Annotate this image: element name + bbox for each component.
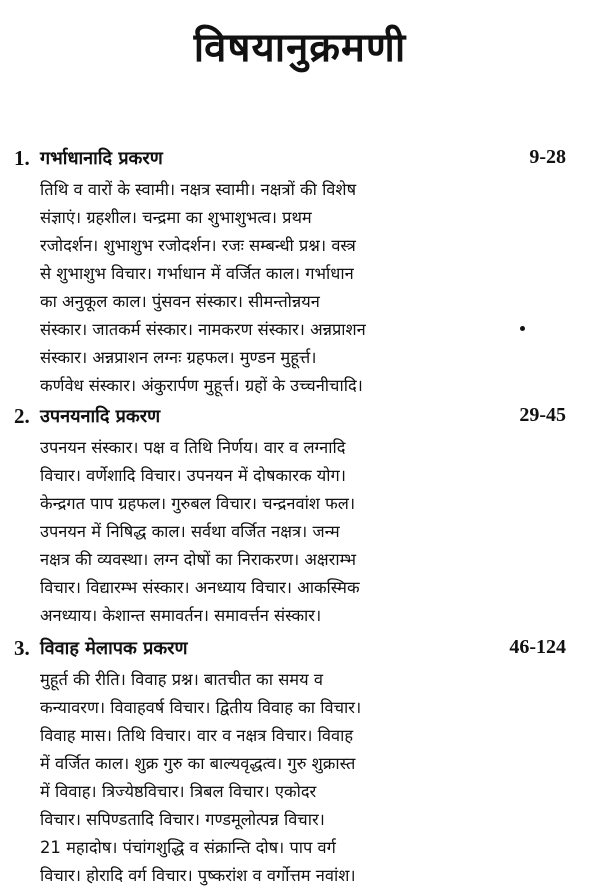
section-title: उपनयनादि प्रकरण [40,406,161,427]
toc-section-3 [0,636,600,890]
section-topics [40,176,570,400]
topic-line: में विवाह। त्रिज्येष्ठविचार। त्रिबल विचार। एकोदर [40,782,317,801]
section-page-range: 9-28 [529,146,566,168]
topic-line: तिथि व वारों के स्वामी। नक्षत्र स्वामी। नक्षत्रों की विशेष [40,180,357,199]
topic-line: विवाह मास। तिथि विचार। वार व नक्षत्र विचार। विवाह [40,726,354,745]
section-page-range: 29-45 [519,404,566,426]
topic-line: कर्णवेध संस्कार। अंकुरार्पण मुहूर्त्त। ग्रहों के उच्चनीचादि। [40,376,363,395]
topic-line: उपनयन संस्कार। पक्ष व तिथि निर्णय। वार व लग्नादि [40,438,346,457]
topic-line: रजोदर्शन। शुभाशुभ रजोदर्शन। रजः सम्बन्धी प्रश्न। वस्त्र [40,236,356,255]
topic-line: संज्ञाएं। ग्रहशील। चन्द्रमा का शुभाशुभत्व। प्रथम [40,208,312,227]
page-title: विषयानुक्रमणी [193,25,407,71]
topic-line: विचार। वर्णेशादि विचार। उपनयन में दोषकारक योग। [40,466,346,485]
topic-line: मुहूर्त की रीति। विवाह प्रश्न। बातचीत का समय व [40,670,323,689]
toc-section-2 [0,404,600,630]
section-page-range: 46-124 [509,636,566,658]
topic-line: कन्यावरण। विवाहवर्ष विचार। द्वितीय विवाह का विचार। [40,698,362,717]
section-number: 2. [14,404,30,428]
topic-line: 21 महादोष। पंचांगशुद्धि व संक्रान्ति दोष। पाप वर्ग [40,838,336,857]
topic-line: विचार। सपिण्डतादि विचार। गण्डमूलोत्पन्न विचार। [40,810,325,829]
stray-mark [520,326,525,331]
topic-line: से शुभाशुभ विचार। गर्भाधान में वर्जित काल। गर्भाधान [40,264,354,283]
section-number: 3. [14,636,30,660]
toc-section-1 [0,146,600,400]
topic-line: विचार। विद्यारम्भ संस्कार। अनध्याय विचार। आकस्मिक [40,578,360,597]
section-title: विवाह मेलापक प्रकरण [40,638,188,659]
topic-line: नक्षत्र की व्यवस्था। लग्न दोषों का निराकरण। अक्षराम्भ [40,550,357,569]
section-number: 1. [14,146,30,170]
topic-line: संस्कार। अन्नप्राशन लग्नः ग्रहफल। मुण्डन मुहूर्त्त। [40,348,317,367]
topic-line: संस्कार। जातकर्म संस्कार। नामकरण संस्कार। अन्नप्राशन [40,320,366,339]
topic-line: में वर्जित काल। शुक्र गुरु का बाल्यवृद्धत्व। गुरु शुक्रास्त [40,754,356,773]
topic-line: केन्द्रगत पाप ग्रहफल। गुरुबल विचार। चन्द्रनवांश फल। [40,494,356,513]
topic-line: का अनुकूल काल। पुंसवन संस्कार। सीमन्तोन्नयन [40,292,320,311]
topic-line: अनध्याय। केशान्त समावर्तन। समावर्त्तन संस्कार। [40,606,322,625]
section-topics [40,666,570,890]
section-title: गर्भाधानादि प्रकरण [40,148,163,169]
section-topics [40,434,570,630]
topic-line: विचार। होरादि वर्ग विचार। पुष्करांश व वर्गोत्तम नवांश। [40,866,356,885]
topic-line: उपनयन में निषिद्ध काल। सर्वथा वर्जित नक्षत्र। जन्म [40,522,340,541]
